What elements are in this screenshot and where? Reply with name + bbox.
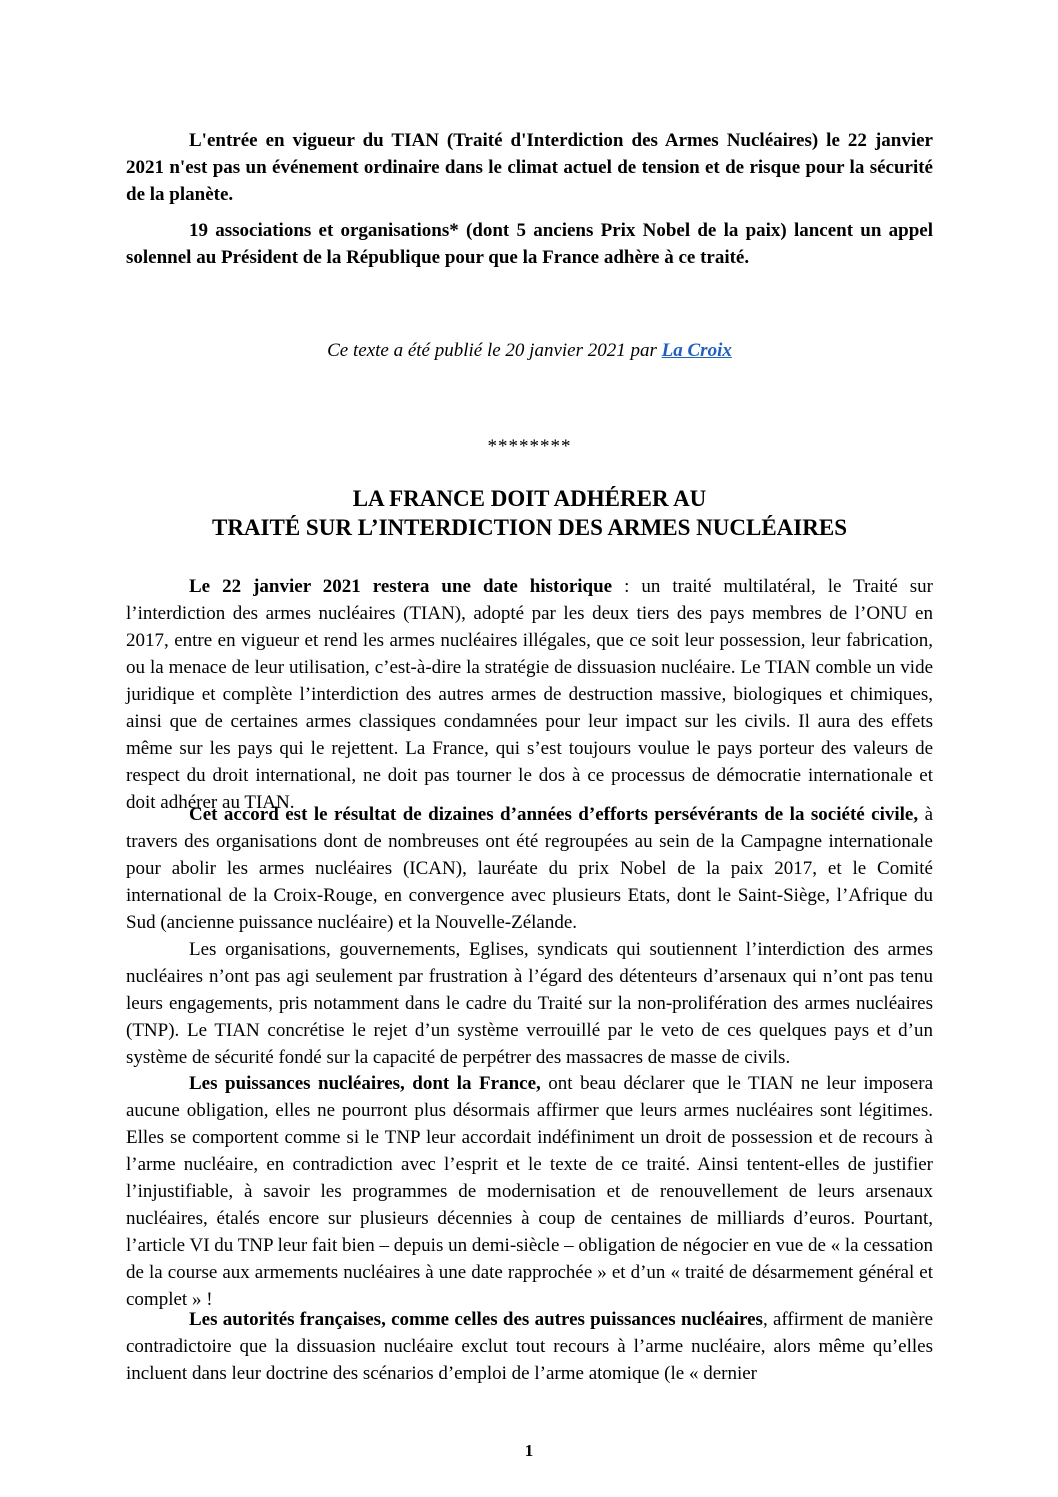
paragraph-text: , affirment de manière contradictoire que la dissuasion nucléaire exclut tout recours à l’arme nucléaire, alors même qu’elles incluent dans leur doctrine des scénarios d’emploi de l’arme atomique (le « dernier — [126, 1309, 934, 1384]
intro-text-1: L'entrée en vigueur du TIAN (Traité d'Interdiction des Armes Nucléaires) le 22 janvier 2021 n'est pas un événement ordinaire dans le climat actuel de tension et de risque pour la sécurité de la planète. — [126, 130, 933, 205]
publication-note — [126, 337, 933, 364]
paragraph-lead: Les autorités françaises, comme celles des autres puissances nucléaires — [189, 1309, 763, 1330]
paragraph-text: à travers des organisations dont de nombreuses ont été regroupées au sein de la Campagne internationale pour abolir les armes nucléaires (ICAN), lauréate du prix Nobel de la paix 2017, et le Comité international de la Croix-Rouge, en convergence avec plusieurs Etats, dont le Saint-Siège, l’Afrique du Sud (ancienne puissance nucléaire) et la Nouvelle-Zélande. — [126, 804, 934, 933]
body-paragraph-5 — [126, 1306, 933, 1387]
paragraph-lead: Les puissances nucléaires, dont la France, — [189, 1073, 541, 1094]
paragraph-text: ont beau déclarer que le TIAN ne leur imposera aucune obligation, elles ne pourront plus désormais affirmer que leurs armes nucléaires sont légitimes. Elles se comportent comme si le TNP leur accordait indéfiniment un droit de possession et de recours à l’arme nucléaire, en contradiction avec l’esprit et le texte de ce traité. Ainsi tentent-elles de justifier l’injustifiable, à savoir les programmes de modernisation et de renouvellement de leurs arsenaux nucléaires, étalés encore sur plusieurs décennies à coup de centaines de milliards d’euros. Pourtant, l’article VI du TNP leur fait bien – depuis un demi-siècle – obligation de négocier en vue de « la cessation de la course aux armements nucléaires à une date rapprochée » et d’un « traité de désarmement général et complet » ! — [126, 1073, 933, 1310]
title-line-2: TRAITÉ SUR L’INTERDICTION DES ARMES NUCLÉAIRES — [211, 515, 847, 540]
la-croix-link[interactable]: La Croix — [661, 340, 732, 361]
page-number: 1 — [524, 1441, 534, 1460]
paragraph-lead: Cet accord est le résultat de dizaines d’années d’efforts persévérants de la société civile, — [189, 804, 919, 825]
separator: ******** — [487, 436, 572, 457]
body-paragraph-2 — [126, 801, 933, 936]
paragraph-text: : un traité multilatéral, le Traité sur l’interdiction des armes nucléaires (TIAN), adopté par les deux tiers des pays membres de l’ONU en 2017, entre en vigueur et rend les armes nucléaires illégales, que ce soit leur possession, leur fabrication, ou la menace de leur utilisation, c’est-à-dire la stratégie de dissuasion nucléaire. Le TIAN comble un vide juridique et complète l’interdiction des autres armes de destruction massive, biologiques et chimiques, ainsi que de certaines armes classiques condamnées pour leur impact sur les civils. Il aura des effets même sur les pays qui le rejettent. La France, qui s’est toujours voulue le pays porteur des valeurs de respect du droit international, ne doit pas tourner le dos à ce processus de démocratie internationale et doit adhérer au TIAN. — [126, 576, 934, 813]
intro-paragraph-2 — [126, 217, 933, 271]
title-line-1: LA FRANCE DOIT ADHÉRER AU — [352, 486, 707, 511]
article-title — [126, 484, 933, 542]
intro-text-2: 19 associations et organisations* (dont 5 anciens Prix Nobel de la paix) lancent un appel solennel au Président de la République pour que la France adhère à ce traité. — [126, 220, 933, 268]
publication-text: Ce texte a été publié le 20 janvier 2021 par — [327, 340, 662, 361]
intro-paragraph-1 — [126, 127, 933, 208]
paragraph-lead: Le 22 janvier 2021 restera une date historique — [189, 576, 613, 597]
paragraph-text: Les organisations, gouvernements, Eglises, syndicats qui soutiennent l’interdiction des armes nucléaires n’ont pas agi seulement par frustration à l’égard des détenteurs d’arsenaux qui n’ont pas tenu leurs engagements, pris notamment dans le cadre du Traité sur la non-prolifération des armes nucléaires (TNP). Le TIAN concrétise le rejet d’un système verrouillé par le veto de ces quelques pays et d’un système de sécurité fondé sur la capacité de perpétrer des massacres de masse de civils. — [126, 939, 933, 1068]
body-paragraph-4 — [126, 1070, 933, 1313]
body-paragraph-1 — [126, 573, 933, 816]
body-paragraph-3 — [126, 936, 933, 1071]
